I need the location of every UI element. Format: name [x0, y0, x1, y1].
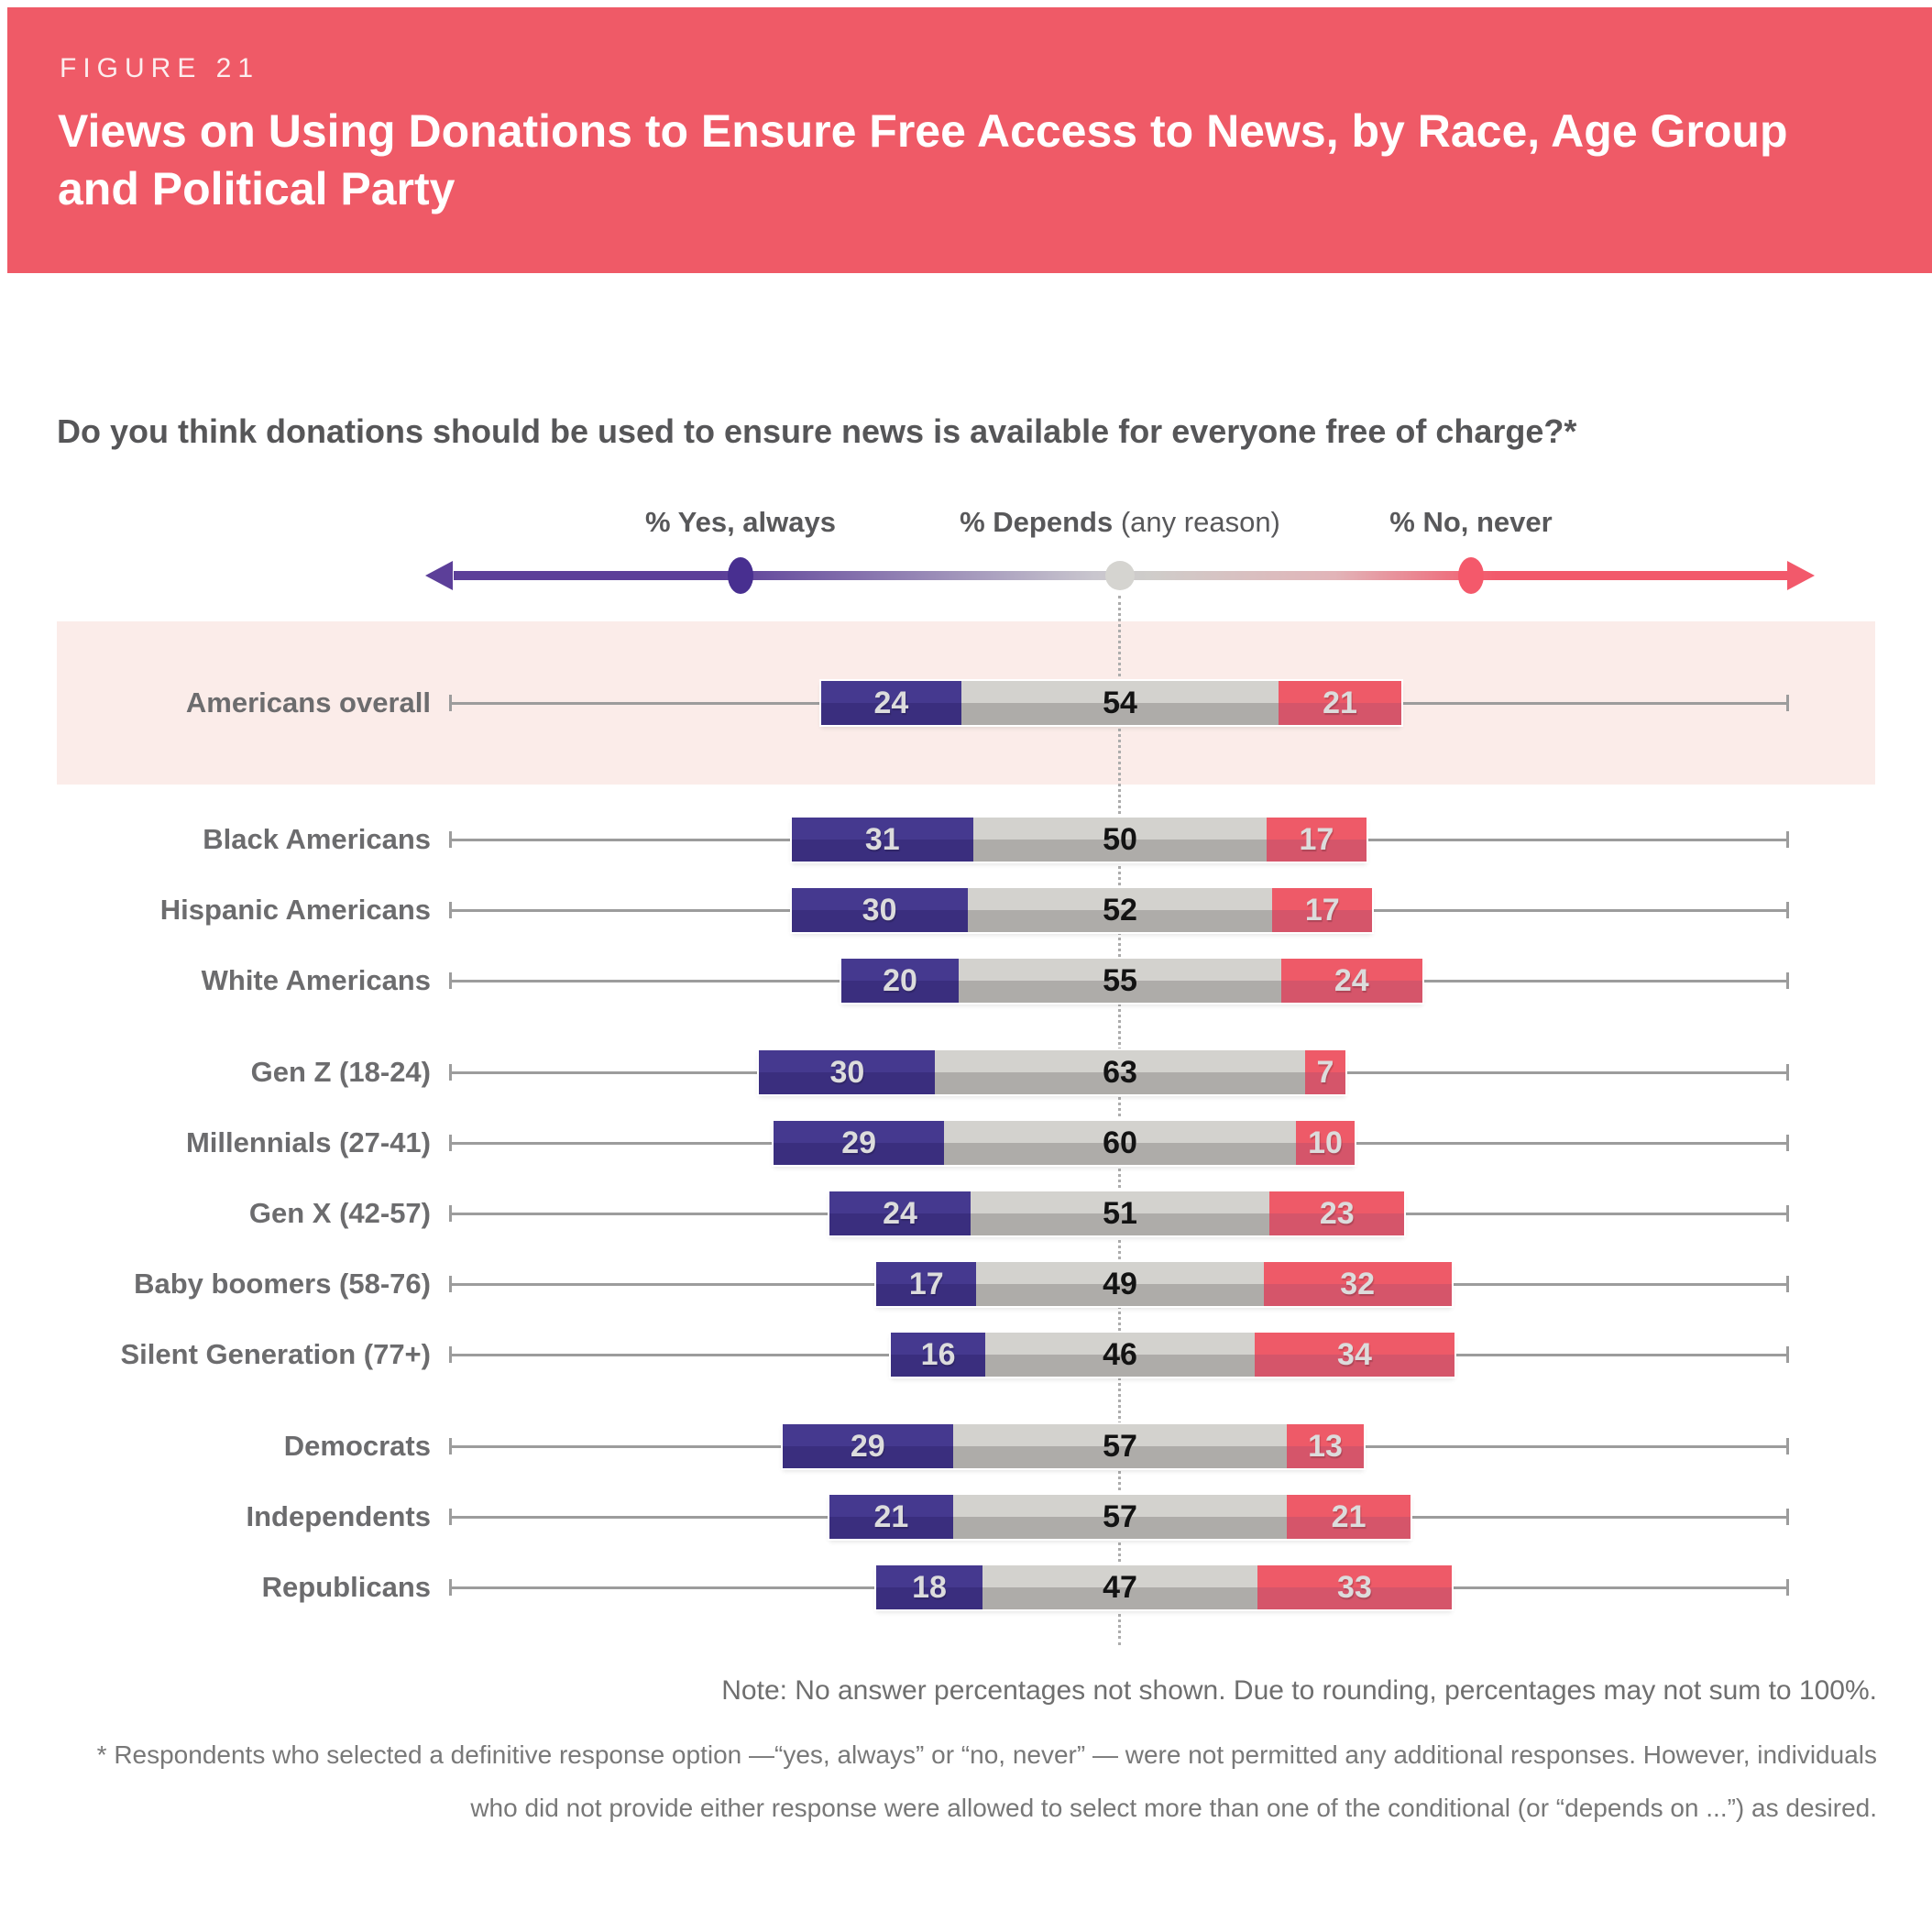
bar-segment-no [1272, 888, 1372, 932]
bar-segment-yes [891, 1333, 984, 1377]
figure-kicker: FIGURE 21 [60, 53, 260, 83]
row-label: Millennials (27-41) [185, 1126, 431, 1158]
bar-segment-yes [783, 1424, 953, 1468]
survey-question: Do you think donations should be used to ensure news is available for everyone free of charge?* [57, 412, 1577, 450]
row-tick-left [449, 1276, 452, 1292]
bar-segment-yes-value: 21 [873, 1498, 909, 1534]
legend-label-yes-text: % Yes, always [645, 506, 836, 538]
row-tick-right [1786, 1135, 1789, 1151]
bar-segment-no-value: 32 [1340, 1266, 1376, 1301]
bar-segment-no [1281, 959, 1422, 1003]
bar-segment-depends [973, 818, 1267, 862]
figure-header [7, 7, 1932, 273]
axis-dot-no-icon [1458, 557, 1484, 594]
bar-segment-yes-value: 20 [883, 962, 917, 998]
row-tick-left [449, 1579, 452, 1596]
figure-title: Views on Using Donations to Ensure Free Access to News, by Race, Age Group and Political Party [58, 105, 1788, 214]
bar-segment-yes [876, 1262, 976, 1306]
bar-segment-no [1279, 681, 1401, 725]
row-label: Black Americans [203, 823, 431, 855]
row-tick-left [449, 1509, 452, 1525]
bar-segment-depends-value: 54 [1103, 685, 1137, 720]
row-tick-right [1786, 1438, 1789, 1454]
row-tick-right [1786, 1064, 1789, 1081]
bar-segment-depends-value: 47 [1103, 1569, 1137, 1605]
bar-segment-depends-value: 57 [1103, 1428, 1137, 1464]
bar-segment-no [1267, 818, 1367, 862]
bar-segment-depends [953, 1495, 1288, 1539]
bar-segment-depends-value: 60 [1103, 1125, 1137, 1160]
bar-segment-depends-value: 52 [1103, 892, 1137, 928]
row-tick-right [1786, 902, 1789, 918]
axis-dot-depends-icon [1105, 561, 1135, 590]
legend-label-no [1389, 506, 1552, 539]
bar-segment-depends [982, 1565, 1258, 1609]
bar-segment-no-value: 24 [1334, 962, 1369, 998]
bar-segment-depends [985, 1333, 1255, 1377]
row-tick-left [449, 1064, 452, 1081]
bar-segment-yes [876, 1565, 982, 1609]
row-label: Hispanic Americans [159, 894, 431, 926]
bar-segment-depends [968, 888, 1273, 932]
footnote-line-2: who did not provide either response were allowed to select more than one of the conditional (or “depends on ...”) as desired. [470, 1794, 1877, 1822]
bar-segment-yes-value: 29 [850, 1428, 885, 1464]
bar-segment-no-value: 23 [1319, 1195, 1355, 1231]
bar-americans-overall [821, 681, 1402, 725]
legend-label-depends [960, 506, 1280, 539]
bar-segment-no [1269, 1191, 1404, 1235]
row-label: Silent Generation (77+) [120, 1338, 431, 1370]
bar-silent-generation-77- [891, 1333, 1454, 1377]
bar-segment-depends-value: 57 [1103, 1498, 1137, 1534]
row-label: Gen X (42-57) [248, 1197, 431, 1229]
bar-segment-no-value: 17 [1304, 892, 1340, 928]
bar-segment-yes-value: 29 [841, 1125, 877, 1160]
row-label: White Americans [201, 964, 431, 996]
bar-segment-yes [829, 1495, 952, 1539]
row-tick-right [1786, 972, 1789, 989]
bar-segment-depends-value: 55 [1103, 962, 1137, 998]
bar-segment-no-value: 13 [1308, 1428, 1343, 1464]
row-label: Independents [246, 1500, 431, 1532]
bar-segment-yes-value: 16 [920, 1336, 956, 1372]
bar-segment-depends [976, 1262, 1264, 1306]
bar-segment-no-value: 21 [1331, 1498, 1367, 1534]
bar-segment-yes [792, 818, 973, 862]
row-tick-left [449, 1438, 452, 1454]
legend-label-yes [645, 506, 836, 539]
bar-segment-depends [935, 1050, 1304, 1094]
row-tick-left [449, 972, 452, 989]
row-tick-right [1786, 1276, 1789, 1292]
row-tick-right [1786, 695, 1789, 711]
bar-segment-no-value: 7 [1316, 1054, 1334, 1090]
bar-segment-yes [759, 1050, 935, 1094]
bar-democrats [783, 1424, 1364, 1468]
bar-segment-no [1296, 1121, 1355, 1165]
row-tick-right [1786, 1509, 1789, 1525]
chart-note: Note: No answer percentages not shown. Due to rounding, percentages may not sum to 100%. [721, 1675, 1877, 1706]
bar-segment-yes-value: 24 [883, 1195, 917, 1231]
bar-segment-depends [944, 1121, 1296, 1165]
bar-segment-depends [961, 681, 1279, 725]
bar-hispanic-americans [792, 888, 1373, 932]
bar-segment-yes [792, 888, 968, 932]
bar-segment-depends-value: 49 [1103, 1266, 1137, 1301]
bar-segment-depends [953, 1424, 1288, 1468]
bar-segment-yes-value: 30 [862, 892, 897, 928]
bar-segment-yes [821, 681, 962, 725]
row-tick-left [449, 831, 452, 848]
bar-baby-boomers-58-76- [876, 1262, 1451, 1306]
bar-segment-no-value: 21 [1323, 685, 1357, 720]
bar-segment-depends [971, 1191, 1269, 1235]
bar-segment-no [1264, 1262, 1452, 1306]
legend-label-no-text: % No, never [1389, 506, 1553, 538]
bar-segment-no-value: 10 [1308, 1125, 1343, 1160]
bar-segment-yes [841, 959, 959, 1003]
row-tick-left [449, 1135, 452, 1151]
row-tick-right [1786, 1346, 1789, 1363]
bar-segment-depends-value: 51 [1103, 1195, 1137, 1231]
bar-segment-no-value: 33 [1337, 1569, 1372, 1605]
row-label: Baby boomers (58-76) [134, 1268, 431, 1300]
bar-segment-yes-value: 18 [912, 1569, 947, 1605]
bar-segment-yes-value: 31 [864, 821, 900, 857]
bar-segment-no [1287, 1424, 1363, 1468]
row-label: Republicans [261, 1571, 431, 1603]
bar-segment-depends [959, 959, 1281, 1003]
axis-arrow-right-icon [1787, 561, 1815, 590]
bar-gen-x-42-57- [829, 1191, 1404, 1235]
bar-segment-no [1305, 1050, 1346, 1094]
bar-independents [829, 1495, 1411, 1539]
bar-segment-yes [774, 1121, 944, 1165]
bar-segment-no-value: 17 [1299, 821, 1334, 857]
axis-dot-yes-icon [728, 557, 753, 594]
row-label: Gen Z (18-24) [250, 1056, 431, 1088]
chart-footnote [97, 1729, 1877, 1835]
bar-republicans [876, 1565, 1451, 1609]
bar-segment-depends-value: 63 [1103, 1054, 1137, 1090]
row-tick-right [1786, 831, 1789, 848]
row-label: Americans overall [185, 686, 431, 719]
legend-label-depends-suffix: (any reason) [1120, 506, 1280, 538]
bar-segment-depends-value: 46 [1103, 1336, 1137, 1372]
bar-segment-yes-value: 17 [908, 1266, 944, 1301]
bar-segment-yes [829, 1191, 971, 1235]
bar-segment-yes-value: 30 [829, 1054, 865, 1090]
row-tick-left [449, 1346, 452, 1363]
row-label: Democrats [283, 1430, 431, 1462]
bar-segment-no [1257, 1565, 1451, 1609]
row-tick-left [449, 1205, 452, 1222]
bar-segment-no [1287, 1495, 1410, 1539]
row-tick-right [1786, 1205, 1789, 1222]
bar-segment-yes-value: 24 [873, 685, 909, 720]
row-tick-left [449, 695, 452, 711]
axis-arrow-left-icon [425, 561, 453, 590]
bar-segment-depends-value: 50 [1103, 821, 1137, 857]
bar-white-americans [841, 959, 1422, 1003]
bar-gen-z-18-24- [759, 1050, 1345, 1094]
row-tick-left [449, 902, 452, 918]
bar-millennials-27-41- [774, 1121, 1355, 1165]
row-tick-right [1786, 1579, 1789, 1596]
bar-black-americans [792, 818, 1367, 862]
bar-segment-no [1255, 1333, 1454, 1377]
legend-label-depends-text: % Depends [960, 506, 1114, 538]
bar-segment-no-value: 34 [1337, 1336, 1372, 1372]
footnote-line-1: * Respondents who selected a definitive response option —“yes, always” or “no, never” — were not permitted any additional responses. However, individuals [96, 1740, 1877, 1769]
